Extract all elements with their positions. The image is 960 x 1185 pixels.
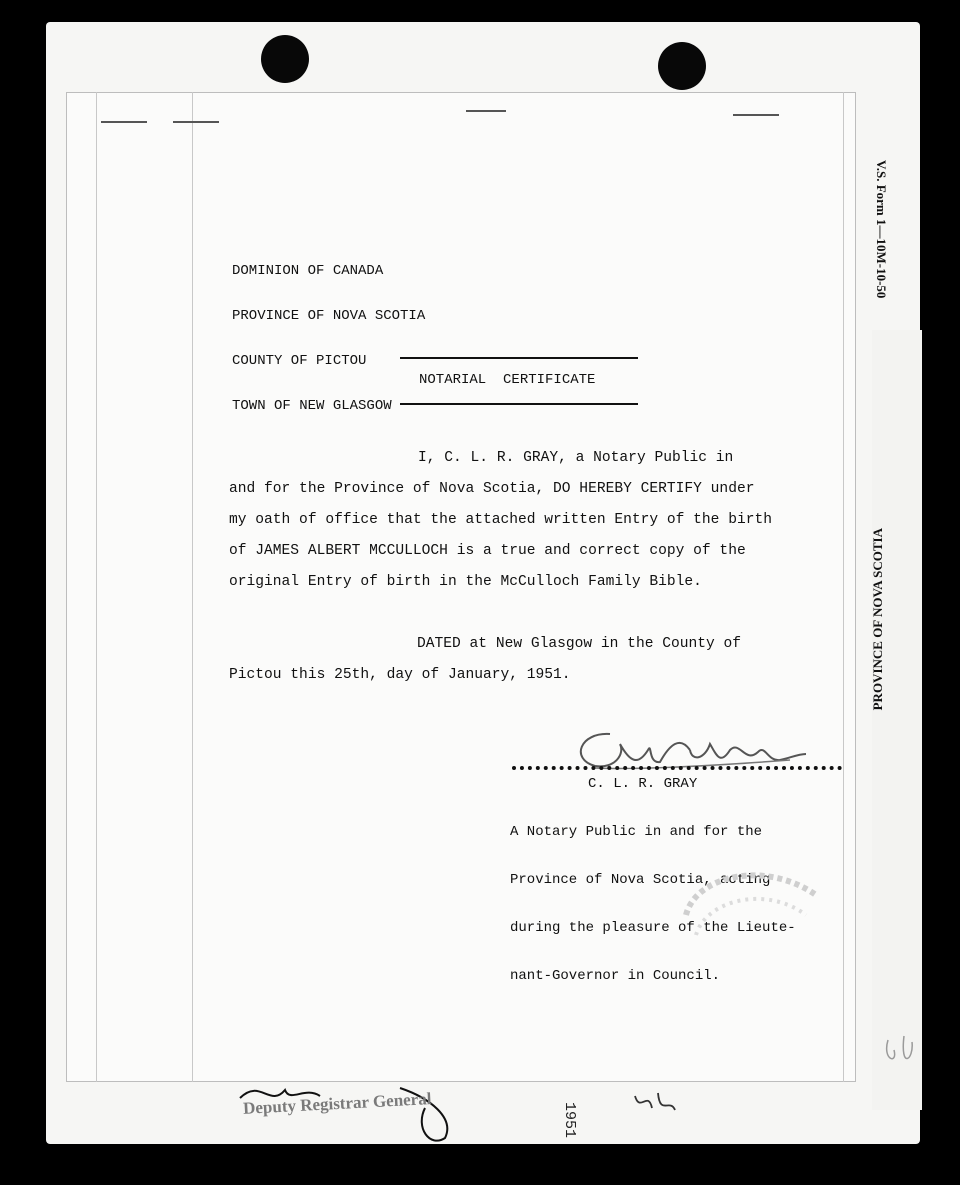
form-number-label: V.S. Form 1—10M-10-50 (874, 160, 889, 299)
dated-line: DATED at New Glasgow in the County of (417, 636, 742, 652)
margin-rule-inner (192, 92, 193, 1082)
header-line: TOWN OF NEW GLASGOW (232, 398, 392, 414)
margin-rule-right (843, 92, 844, 1082)
header-line: PROVINCE OF NOVA SCOTIA (232, 308, 426, 324)
margin-pencil-mark (880, 1030, 920, 1075)
faint-seal-impression (676, 855, 826, 955)
handwritten-mark (630, 1088, 680, 1118)
province-side-label: PROVINCE OF NOVA SCOTIA (870, 528, 885, 711)
signer-title-line: during the pleasure of the Lieute- (510, 920, 796, 936)
header-line: DOMINION OF CANADA (232, 263, 384, 279)
title-rule-top (400, 357, 638, 359)
margin-rule-left (96, 92, 97, 1082)
punch-hole-left (261, 35, 309, 83)
body-line: and for the Province of Nova Scotia, DO HEREBY CERTIFY under (229, 481, 755, 497)
certificate-title: NOTARIAL CERTIFICATE (419, 372, 596, 388)
body-line: original Entry of birth in the McCulloch Family Bible. (229, 574, 702, 590)
signer-title-line: A Notary Public in and for the (510, 824, 763, 840)
body-line: my oath of office that the attached written Entry of the birth (229, 512, 772, 528)
title-rule-bottom (400, 403, 638, 405)
signer-title-line: nant-Governor in Council. (510, 968, 721, 984)
body-line: of JAMES ALBERT MCCULLOCH is a true and correct copy of the (229, 543, 746, 559)
punch-hole-right (658, 42, 706, 90)
jurisdiction-header (232, 234, 425, 429)
backing-sheet-edge (872, 330, 922, 1110)
typewriter-mark (101, 121, 147, 123)
stamp-year: 1951 (561, 1102, 578, 1139)
header-line: COUNTY OF PICTOU (232, 353, 367, 369)
registrar-stamp: Deputy Registrar General (242, 1089, 432, 1118)
handwritten-signature (570, 714, 810, 784)
signer-name: C. L. R. GRAY (588, 776, 698, 792)
typewriter-mark (466, 110, 506, 112)
typewriter-mark (733, 114, 779, 116)
body-line: I, C. L. R. GRAY, a Notary Public in (418, 450, 734, 466)
typewriter-mark (173, 121, 219, 123)
signer-title-line: Province of Nova Scotia, acting (510, 872, 771, 888)
dated-line: Pictou this 25th, day of January, 1951. (229, 667, 571, 683)
signature-line (512, 766, 842, 770)
